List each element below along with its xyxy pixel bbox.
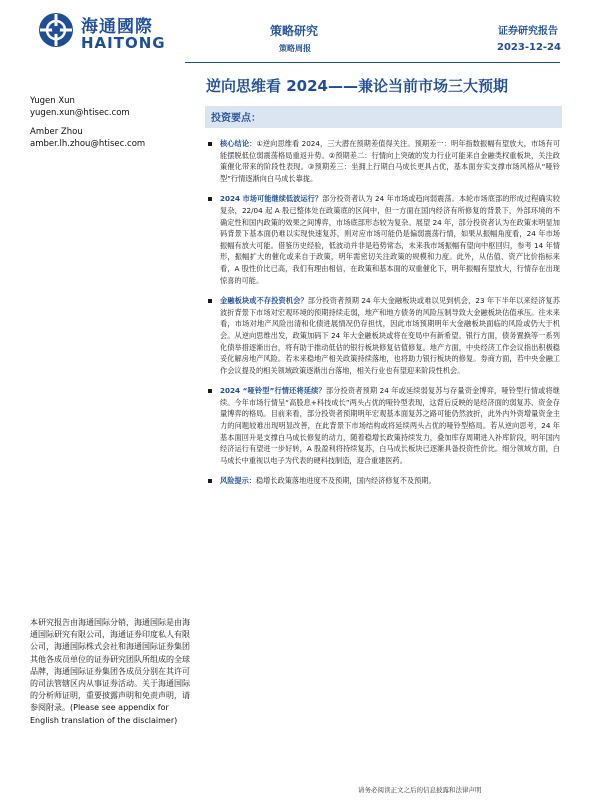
key-points-bar	[205, 106, 562, 128]
bullet-financials	[208, 295, 560, 376]
bullet-icon	[208, 479, 212, 483]
bullet-icon	[208, 142, 212, 146]
bullet-low-volatility	[208, 193, 560, 286]
page-footer: 请务必阅读正文之后的信息披露和法律声明	[358, 786, 482, 794]
bullet-core-conclusion	[208, 138, 560, 184]
haitong-emblem-icon	[38, 12, 74, 48]
report-label: 证券研究报告	[498, 26, 558, 37]
header-divider	[185, 62, 560, 63]
report-date: 2023-12-24	[497, 42, 561, 53]
author-email-link[interactable]: amber.lh.zhou@htisec.com	[30, 139, 146, 149]
bullet-lead: 金融板块或不存投资机会？	[220, 296, 308, 306]
bullet-lead: 风险提示：	[220, 476, 256, 486]
key-points-list	[208, 138, 560, 496]
logo-english-name: HAITONG	[81, 34, 166, 52]
bullet-lead: 2024 “哑铃型”行情还将延续？	[220, 386, 326, 396]
report-subtype: 策略周报	[279, 44, 311, 53]
key-points-label: 投资要点：	[211, 113, 261, 124]
haitong-logo	[38, 10, 166, 56]
bullet-text: 部分投资者预期 24 年或延续弱复苏与存量资金博弈，哑铃型行情或将继续。今年市场行情呈“高股息+科技成长”两头占优的哑铃型表现，这背后反映的是经济面的弱复苏、资金存量博弈的格局。目前来看，部分投资者预期明年宏观基本面复苏之路可能仍然波折，此外内外资增量资金主力的问题较难出现明显改善，在此背景下市场结构或将延续两头占优的哑铃型格局。若从逆向思考，24 年基本面回升是支撑白马成长修复的动力，随着稳增长政策持续发力，叠加库存周期进入补库阶段，明年国内经济运行有望进一步好转，A 股盈利将持续复苏，白马成长板块已逐渐具备投资性价比。细分领域方面，白马成长中重视以电子为代表的硬科技制造，迎合重建医药。	[220, 386, 560, 465]
author-email-link[interactable]: yugen.xun@htisec.com	[30, 108, 130, 118]
bullet-icon	[208, 197, 212, 201]
bullet-icon	[208, 389, 212, 393]
report-type: 策略研究	[270, 24, 319, 38]
bullet-icon	[208, 299, 212, 303]
report-title: 逆向思维看 2024——兼论当前市场三大预期	[206, 77, 508, 95]
bullet-text: 部分投资者预期 24 年大金融板块或难以见到机会，23 年下半年以来经济复苏波折背景下市场对宏观环境的预期持续走弱，地产和地方债务的风险压制导致大金融板块估值承压。往未来看，市场对地产风险出清和化债进展情况仍存担忧，因此市场预期明年大金融板块面临的风险或仍大于机会。从逆向思维出发，政策加码下 24 年大金融板块或将在变局中有新希望。银行方面，债务置换等一系列化债举措逐渐出台，将有助于推动低估的银行板块修复估值修复。地产方面，中央经济工作会议指出积极稳妥化解房地产风险。若未来稳地产相关政策持续落地，也将助力银行板块的修复。券商方面，若中央金融工作会议提及的相关领域政策逐渐出台落地，相关行业也有望迎来阶段性机会。	[220, 296, 560, 375]
author-name: Amber Zhou	[30, 127, 83, 137]
bullet-barbell	[208, 385, 560, 466]
bullet-text: 部分投资者认为 24 年市场或趋向弱震荡。本轮市场底部的形成过程确实较复杂，22/04 起 A 股已整体处在政策底的区间中，但一方面在国内经济有所修复的背景下，外部环境的不确定性和国内政策的效果之间博弈，市场底部形态较为复杂。展望 24 年，部分投资者认为在政策未明显加码背景下基本面仍难以实现快速复苏，则对应市场可能仍是偏弱震荡行情，如果从振幅角度看，24 年市场振幅有放大可能。借鉴历史经验，低波动并非是趋势常态，未来我市场振幅有望向中枢回归，参考 14 年情形，振幅扩大的催化或来自于政策，明年需密切关注政策的规模和力度。此外，从估值、资产比价指标来看，A 股性价比已高，我们有理由相信，在政策和基本面的双重催化下，明年振幅有望放大，行情存在出现惊喜的可能。	[220, 194, 560, 285]
bullet-risk	[208, 475, 560, 487]
bullet-lead: 2024 市场可能继续低波运行？	[220, 194, 323, 204]
distribution-disclaimer: 本研究报告由海通国际分销，海通国际是由海通国际研究有限公司，海通证券印度私人有限公司，海通国际株式会社和海通国际证券集团其他各成员单位的证券研究团队所组成的全球品牌，海通国际证券集团各成员分别在其许可的司法管辖区内从事证券活动。关于海通国际的分析师证明，重要披露声明和免责声明，请参阅附录。(Please see appendix for English translation of the disclaimer)	[30, 618, 190, 725]
bullet-text: 稳增长政策落地进度不及预期，国内经济修复不及预期。	[255, 476, 436, 486]
logo-chinese-name: 海通國際	[81, 17, 153, 37]
bullet-lead: 核心结论：	[220, 139, 257, 148]
bullet-text: ①逆向思维看 2024，三大潜在预期差值得关注。预期差一：明年指数振幅有望放大，市场有可能摆脱低位弱震荡格局重返升势。②预期差二：行情向上突破的发力行业可能来自金融类权重板块，关注政策催化带来的阶段性表现。③预期差三：坐拥上行期白马成长更具占优，基本面夯实支撑市场风格从“哑铃型”行情逐渐向白马成长靠拢。	[220, 139, 560, 183]
author-name: Yugen Xun	[30, 96, 75, 106]
